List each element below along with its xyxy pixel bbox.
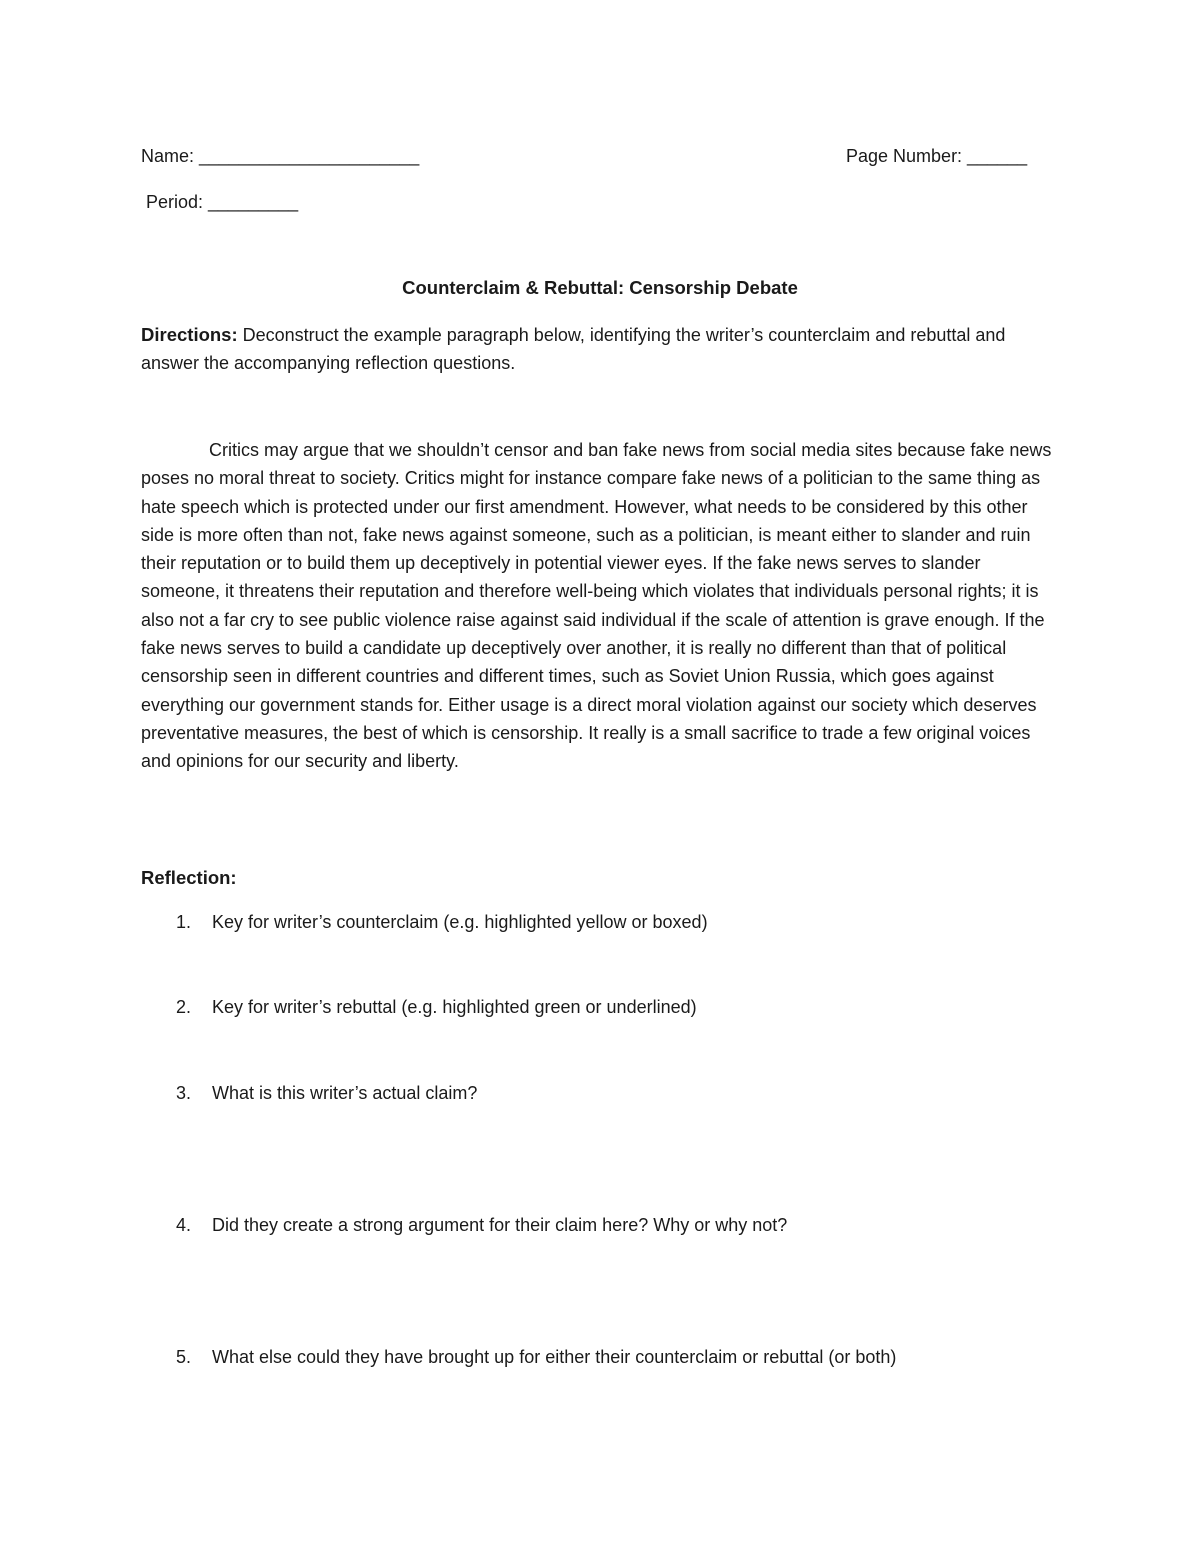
worksheet-title: Counterclaim & Rebuttal: Censorship Debate <box>402 277 798 298</box>
question-number: 5. <box>176 1347 192 1367</box>
example-paragraph: Critics may argue that we shouldn’t censor and ban fake news from social media sites because fake news poses no moral threat to society. Critics might for instance compare fake news of a politician to the same thing as hate speech which is protected under our first amendment. However, what needs to be considered by this other side is more often than not, fake news against someone, such as a politician, is meant either to slander and ruin their reputation or to build them up deceptively in potential viewer eyes. If the fake news serves to slander someone, it threatens their reputation and therefore well-being which violates that individuals personal rights; it is also not a far cry to see public violence raise against said individual if the scale of attention is grave enough. If the fake news serves to build a candidate up deceptively over another, it is really no different than that of political censorship seen in different countries and different times, such as Soviet Union Russia, which goes against everything our government stands for. Either usage is a direct moral violation against our society which deserves preventative measures, the best of which is censorship. It really is a small sacrifice to trade a few original voices and opinions for our security and liberty. <box>141 440 1052 772</box>
question-text: Key for writer’s counterclaim (e.g. highlighted yellow or boxed) <box>212 912 708 932</box>
period-field-line: Period: _________ <box>146 192 299 212</box>
question-text: What else could they have brought up for either their counterclaim or rebuttal (or both) <box>212 1347 897 1367</box>
page-number-field-line: Page Number: ______ <box>846 146 1028 166</box>
question-number: 4. <box>176 1215 192 1235</box>
directions-text: Deconstruct the example paragraph below, identifying the writer’s counterclaim and rebuttal and answer the accompanying reflection questions. <box>141 325 1006 373</box>
directions <box>141 321 1061 377</box>
question-number: 3. <box>176 1083 192 1103</box>
question-number: 1. <box>176 912 192 932</box>
question-number: 2. <box>176 997 192 1017</box>
directions-label: Directions: <box>141 324 238 345</box>
question-text: Did they create a strong argument for their claim here? Why or why not? <box>212 1215 788 1235</box>
reflection-heading: Reflection: <box>141 867 237 888</box>
name-field-line: Name: ______________________ <box>141 146 420 166</box>
question-text: Key for writer’s rebuttal (e.g. highlighted green or underlined) <box>212 997 697 1017</box>
question-text: What is this writer’s actual claim? <box>212 1083 478 1103</box>
